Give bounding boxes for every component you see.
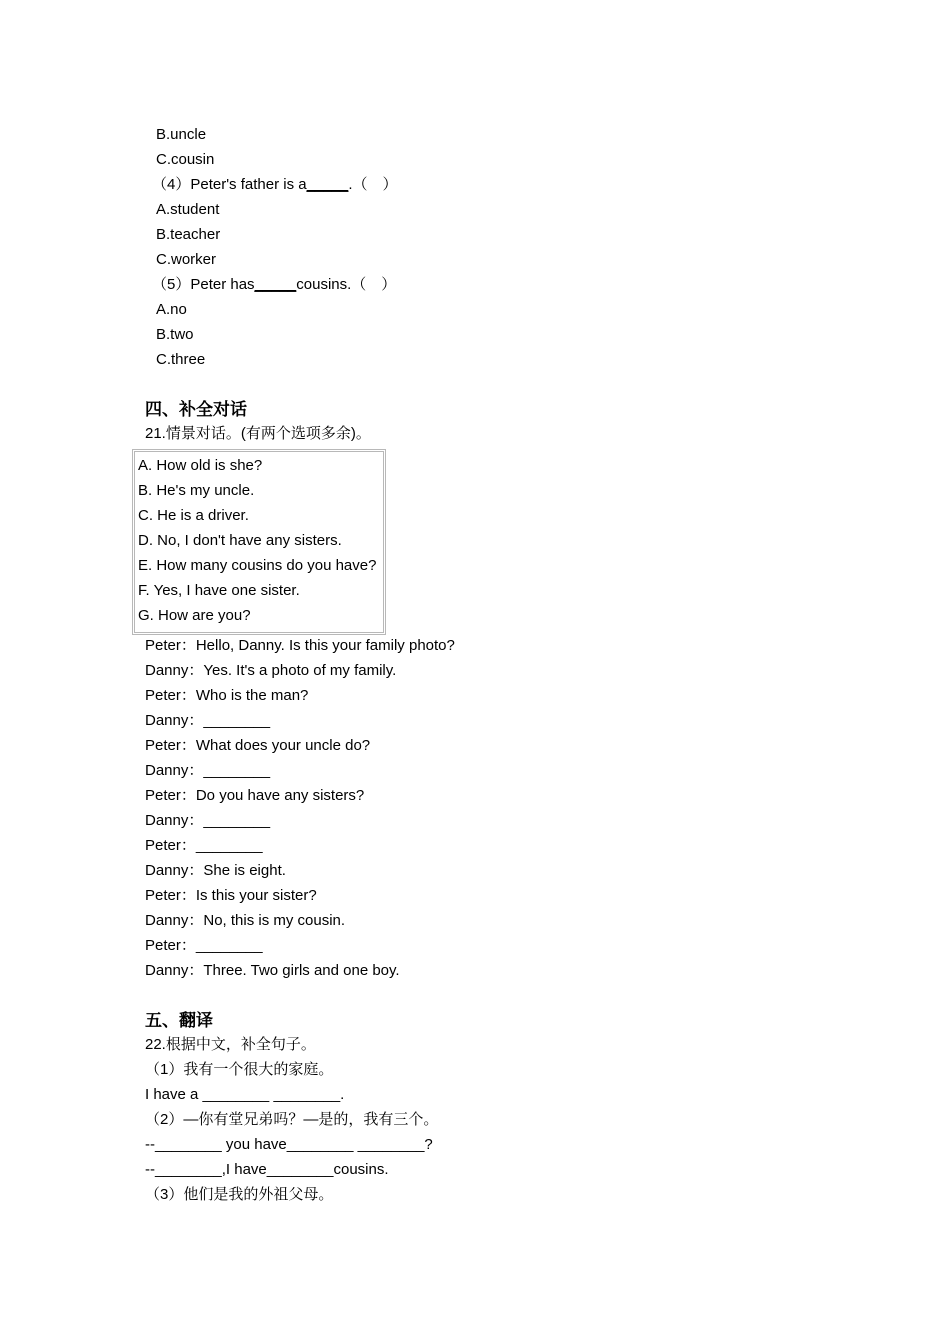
q4-prefix: （4）Peter's father is a (152, 176, 307, 193)
dialogue-line: Peter：Hello, Danny. Is this your family photo? (145, 637, 455, 654)
dialogue-line: Danny：Yes. It's a photo of my family. (145, 662, 397, 679)
choices-box (132, 449, 386, 635)
q5-option-b: B.two (156, 326, 194, 343)
q4-blank: _____ (306, 176, 349, 193)
translation-line: （2）—你有堂兄弟吗？—是的，我有三个。 (145, 1111, 439, 1128)
dialogue-line: Danny：________ (145, 762, 271, 779)
dialogue-line: Danny：Three. Two girls and one boy. (145, 962, 400, 979)
q5-stem (152, 275, 396, 295)
section4-heading: 四、补全对话 (145, 400, 247, 420)
q5-prefix: （5）Peter has (152, 276, 255, 293)
dialogue-line: Peter：Do you have any sisters? (145, 787, 365, 804)
dialogue-line: Peter：What does your uncle do? (145, 737, 371, 754)
dialogue-line: Peter：________ (145, 837, 263, 854)
choice-d: D. No, I don't have any sisters. (138, 532, 342, 549)
choice-e: E. How many cousins do you have? (138, 557, 377, 574)
dialogue-line: Danny：________ (145, 812, 271, 829)
dialogue-line: Peter：Is this your sister? (145, 887, 317, 904)
dialogue-line: Peter：________ (145, 937, 263, 954)
choice-b: B. He's my uncle. (138, 482, 255, 499)
q4-stem (152, 175, 397, 195)
choice-c: C. He is a driver. (138, 507, 249, 524)
dialogue-line: Danny：She is eight. (145, 862, 286, 879)
q5-option-a: A.no (156, 301, 187, 318)
choice-f: F. Yes, I have one sister. (138, 582, 300, 599)
section4-instruction: 21.情景对话。(有两个选项多余)。 (145, 425, 371, 442)
section5-instruction: 22.根据中文，补全句子。 (145, 1036, 316, 1053)
translation-line: （3）他们是我的外祖父母。 (145, 1186, 334, 1203)
q3-option-b: B.uncle (156, 126, 207, 143)
q4-suffix: .（ ） (348, 176, 398, 193)
choice-a: A. How old is she? (138, 457, 263, 474)
dialogue-line: Danny：No, this is my cousin. (145, 912, 346, 929)
dialogue-line: Danny：________ (145, 712, 271, 729)
q5-blank: _____ (254, 276, 297, 293)
choice-g: G. How are you? (138, 607, 251, 624)
translation-line: --________,I have________cousins. (145, 1161, 389, 1178)
q5-option-c: C.three (156, 351, 206, 368)
dialogue-line: Peter：Who is the man? (145, 687, 309, 704)
section5-heading: 五、翻译 (145, 1011, 213, 1031)
q4-option-b: B.teacher (156, 226, 221, 243)
q5-suffix: cousins.（ ） (296, 276, 397, 293)
translation-line: I have a ________ ________. (145, 1086, 345, 1103)
q4-option-c: C.worker (156, 251, 217, 268)
translation-line: --________ you have________ ________? (145, 1136, 433, 1153)
q4-option-a: A.student (156, 201, 220, 218)
translation-line: （1）我有一个很大的家庭。 (145, 1061, 334, 1078)
q3-option-c: C.cousin (156, 151, 215, 168)
